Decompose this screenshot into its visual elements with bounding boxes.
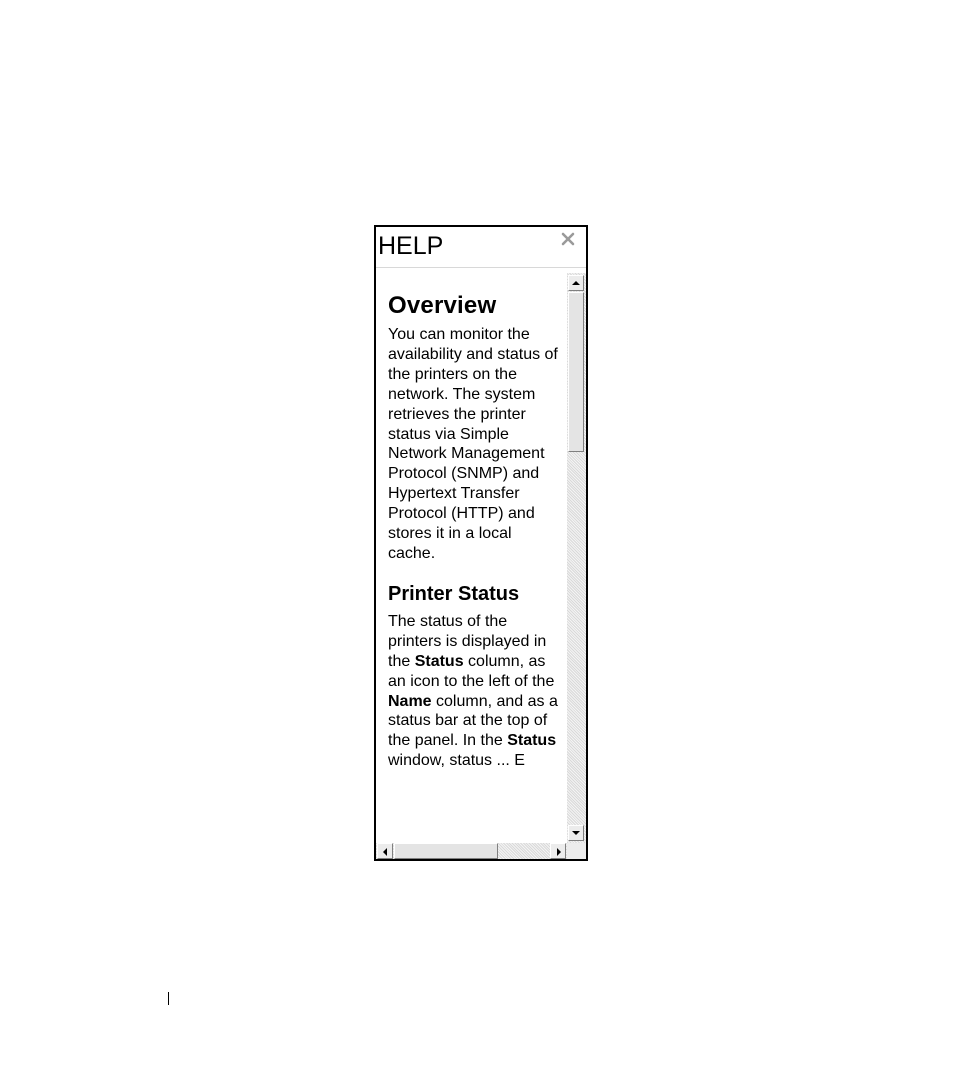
overview-heading: Overview [388, 292, 497, 319]
horizontal-scroll-thumb[interactable] [394, 843, 498, 859]
horizontal-scrollbar[interactable] [376, 843, 567, 859]
printer-status-text-part: column, and as a status bar at the top of the panel. In the [388, 692, 558, 750]
scroll-up-button[interactable] [568, 275, 584, 291]
printer-status-text-part: The status of the printers is displayed in the [388, 612, 547, 670]
close-icon[interactable] [560, 231, 576, 247]
arrow-down-icon [572, 831, 580, 835]
help-content[interactable] [376, 273, 567, 843]
scroll-down-button[interactable] [568, 825, 584, 841]
arrow-left-icon [383, 848, 387, 856]
status-keyword: Status [414, 652, 464, 670]
vertical-scroll-thumb[interactable] [568, 292, 584, 452]
help-window [374, 225, 588, 861]
vertical-scrollbar[interactable] [567, 273, 586, 844]
arrow-up-icon [572, 281, 580, 285]
printer-status-text-part: window, status ... E [388, 752, 525, 770]
scroll-left-button[interactable] [377, 843, 393, 859]
help-title: HELP [378, 232, 444, 260]
printer-status-text-part: column, as an icon to the left of the [388, 652, 555, 690]
help-header [376, 227, 586, 268]
arrow-right-icon [557, 848, 561, 856]
status-keyword: Status [507, 732, 557, 750]
scrollbar-corner [567, 843, 586, 859]
name-keyword: Name [388, 692, 432, 710]
overview-text: You can monitor the availability and status of the printers on the network. The system retrieves the printer status via Simple Network Management Protocol (SNMP) and Hypertext Transfer Protocol (HTTP) and stores it in a local cache. [388, 326, 558, 562]
printer-status-text [388, 612, 560, 771]
page-margin-line [168, 992, 169, 1005]
scroll-right-button[interactable] [550, 843, 566, 859]
printer-status-heading: Printer Status [388, 582, 520, 605]
